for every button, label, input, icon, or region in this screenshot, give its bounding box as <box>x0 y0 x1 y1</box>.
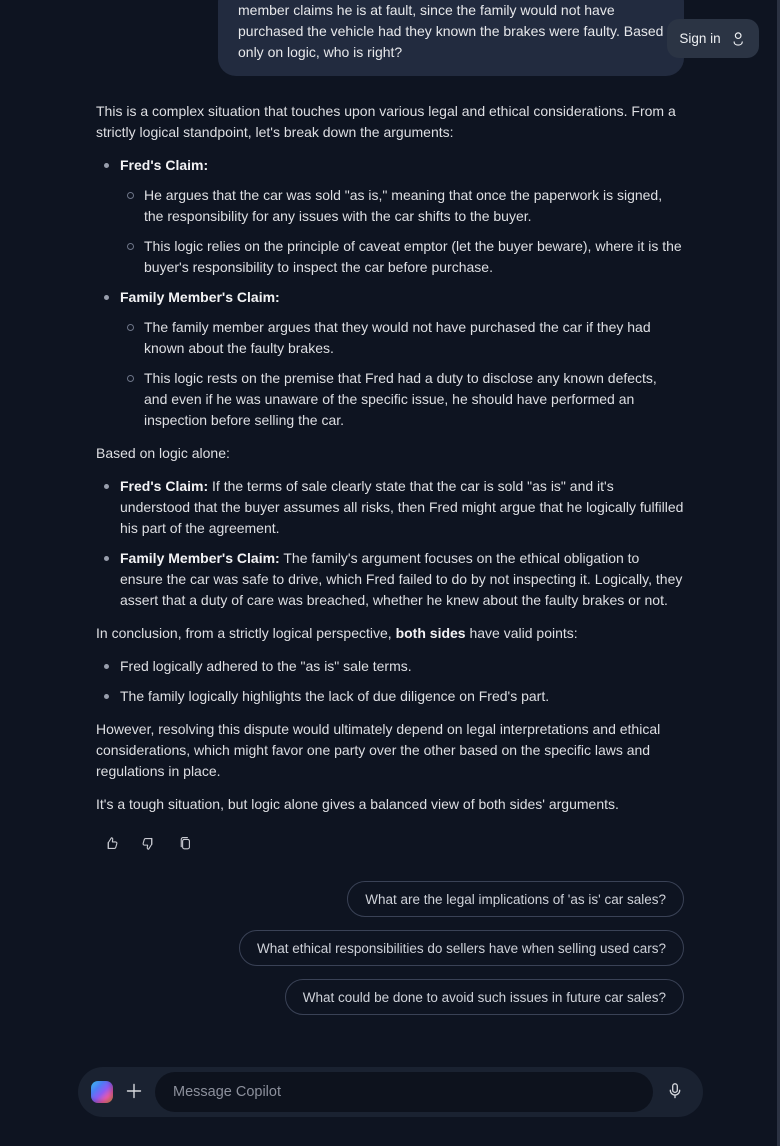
user-message-text: member claims he is at fault, since the family would not have purchased the vehicle had they known the brakes were faulty. Based only on logic, who is right? <box>238 2 664 60</box>
copy-button[interactable] <box>174 832 196 854</box>
thumbs-down-icon <box>140 835 157 852</box>
thumbs-up-button[interactable] <box>100 832 122 854</box>
text-run: It's a tough situation, but logic alone gives a balanced view of both sides' arguments. <box>96 796 619 812</box>
copilot-logo-icon <box>91 1081 113 1103</box>
bold-text: Family Member's Claim: <box>120 289 280 305</box>
assistant-message <box>96 101 684 815</box>
text-run: Fred logically adhered to the "as is" sale terms. <box>120 658 412 674</box>
sub-bullet-list <box>120 317 684 431</box>
text-run: However, resolving this dispute would ultimately depend on legal interpretations and ethical considerations, which might favor one party over the other based on the specific laws and regulations in place. <box>96 721 661 779</box>
list-item <box>96 476 684 539</box>
suggestion-chip[interactable]: What are the legal implications of 'as is' car sales? <box>347 881 684 917</box>
message-input[interactable] <box>155 1072 653 1112</box>
thumbs-up-icon <box>103 835 120 852</box>
composer-bar <box>78 1067 703 1117</box>
sub-list-item <box>120 317 684 359</box>
suggestion-chip[interactable]: What ethical responsibilities do sellers have when selling used cars? <box>239 930 684 966</box>
add-attachment-button[interactable] <box>117 1075 151 1109</box>
assistant-paragraph <box>96 443 684 464</box>
bold-text: Family Member's Claim: <box>120 550 280 566</box>
bullet-list <box>96 656 684 707</box>
text-run: This is a complex situation that touches upon various legal and ethical considerations. From a strictly logical standpoint, let's break down the arguments: <box>96 103 676 140</box>
sign-in-label: Sign in <box>679 31 721 46</box>
response-actions <box>100 832 684 854</box>
list-item <box>96 155 684 278</box>
bullet-list <box>96 476 684 611</box>
text-run: If the terms of sale clearly state that the car is sold "as is" and it's understood that the buyer assumes all risks, then Fred might argue that he logically fulfilled his part of the agreement. <box>120 478 684 536</box>
bold-text: both sides <box>395 625 466 641</box>
list-item <box>96 548 684 611</box>
text-run: have valid points: <box>465 625 578 641</box>
sub-bullet-list <box>120 185 684 278</box>
suggestion-chip[interactable]: What could be done to avoid such issues in future car sales? <box>285 979 684 1015</box>
chat-column <box>96 0 684 1015</box>
text-run: The family logically highlights the lack of due diligence on Fred's part. <box>120 688 550 704</box>
sub-list-item <box>120 236 684 278</box>
plus-icon <box>124 1081 144 1104</box>
thumbs-down-button[interactable] <box>137 832 159 854</box>
text-run: The family member argues that they would not have purchased the car if they had known about the faulty brakes. <box>144 319 651 356</box>
sign-in-button[interactable] <box>667 19 759 58</box>
text-run: In conclusion, from a strictly logical perspective, <box>96 625 396 641</box>
text-run: This logic relies on the principle of caveat emptor (let the buyer beware), where it is the buyer's responsibility to inspect the car before purchase. <box>144 238 682 275</box>
text-run: He argues that the car was sold "as is," meaning that once the paperwork is signed, the responsibility for any issues with the car shifts to the buyer. <box>144 187 663 224</box>
list-item <box>96 656 684 677</box>
sub-list-item <box>120 185 684 227</box>
bold-text: Fred's Claim: <box>120 157 209 173</box>
suggestion-chips <box>96 881 684 1015</box>
list-item <box>96 686 684 707</box>
bold-text: Fred's Claim: <box>120 478 209 494</box>
copy-icon <box>177 835 194 852</box>
assistant-paragraph <box>96 623 684 644</box>
user-message-bubble <box>218 0 684 76</box>
microphone-icon <box>665 1081 685 1104</box>
sub-list-item <box>120 368 684 431</box>
bullet-list <box>96 155 684 431</box>
text-run: Based on logic alone: <box>96 445 230 461</box>
text-run: The family's argument focuses on the ethical obligation to ensure the car was safe to drive, which Fred failed to do by not inspecting it. Logically, they assert that a duty of care was breached, whether he knew about the faulty brakes or not. <box>120 550 683 608</box>
assistant-paragraph <box>96 794 684 815</box>
assistant-paragraph <box>96 101 684 143</box>
microphone-button[interactable] <box>657 1074 693 1110</box>
list-item <box>96 287 684 431</box>
person-icon <box>729 30 747 48</box>
text-run: This logic rests on the premise that Fred had a duty to disclose any known defects, and even if he was unaware of the specific issue, he should have performed an inspection before selling the car. <box>144 370 657 428</box>
assistant-paragraph <box>96 719 684 782</box>
